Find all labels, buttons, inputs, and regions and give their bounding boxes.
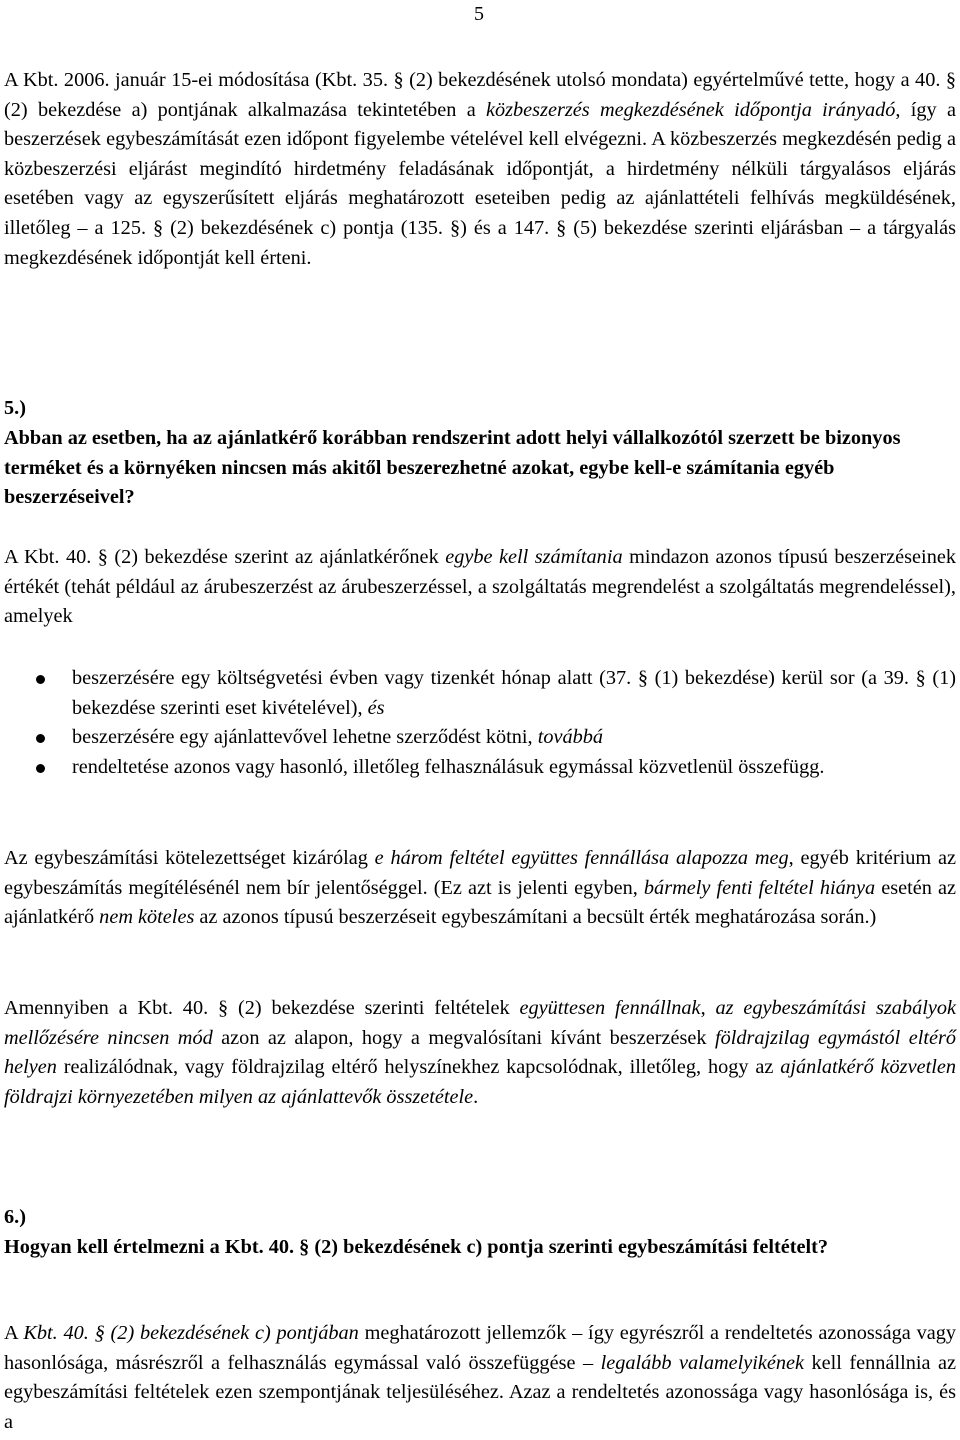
paragraph-text: Az egybeszámítási kötelezettséget kizárólag [4,847,375,869]
answer-5-text: A Kbt. 40. § (2) bekezdése szerint az ajánlatkérőnek [4,546,446,568]
bullet-icon [36,764,45,773]
paragraph-text: A [4,1322,24,1344]
list-item-italic: továbbá [537,726,604,749]
intro-text-rest: , így a beszerzések egybeszámítását ezen időpont figyelembe vételével kell elvégezni. A közbeszerzés megkezdésén pedig a közbeszerzési eljárást megindító hirdetmény feladásának időpontját, a hirdetmény nélküli tárgyalásos eljárás esetében vagy az egyszerűsített eljárás meghatározott eseteiben pedig az ajánlattételi felhívás megküldésének, illetőleg – a 125. § (2) bekezdésének c) pontja (135. §) és a 147. § (5) bekezdése szerinti eljárásban – a tárgyalás megkezdésének időpontját kell érteni. [4,98,956,269]
paragraph-text: , egyéb kritérium az egybeszámítás megítélésénél nem bír jelentőséggel. (Ez azt is jelenti egyben, [4,847,956,899]
list-item-text: beszerzésére egy költségvetési évben vagy tizenkét hónap alatt (37. § (1) bekezdése) kerül sor (a 39. § (1) bekezdése szerinti eset kivételével), [72,667,956,719]
question-5-heading: Abban az esetben, ha az ajánlatkérő korábban rendszerint adott helyi vállalkozótól szerzett be bizonyos terméket és a környéken nincsen más akitől beszerezhetné azokat, egybe kell-e számítania egyéb beszerzéseivel? [4,427,901,509]
paragraph-text: esetén az ajánlatkérő [4,876,956,929]
paragraph-italic: ajánlatkérő közvetlen földrajzi környezetében milyen az ajánlattevők összetétele [4,1056,956,1108]
paragraph-italic: együttesen fennállnak [519,997,701,1019]
paragraph-text: . [473,1085,479,1108]
list-item-text: beszerzésére egy ajánlattevővel lehetne szerződést kötni, [72,726,538,749]
paragraph-italic: legalább valamelyikének [600,1351,805,1374]
list-item [4,753,956,783]
paragraph-italic: az egybeszámítási szabályok mellőzésére nincsen mód [4,997,956,1049]
paragraph-text: kell fennállnia az egybeszámítási feltételek ezen szempontjának teljesüléséhez. Azaz a rendeltetés azonossága vagy hasonlósága is, és a [4,1351,956,1433]
list-item-text: rendeltetése azonos vagy hasonló, illetőleg felhasználásuk egymással közvetlenül összefügg. [72,755,825,778]
intro-paragraph [4,66,956,273]
answer-5-italic: egybe kell számítania [445,546,623,568]
paragraph-text: Amennyiben a Kbt. 40. § (2) bekezdése szerinti feltételek [4,997,520,1019]
question-5-number: 5.) [4,397,26,419]
paragraph-text: azon az alapon, hogy a megvalósítani kívánt beszerzések [212,1026,715,1049]
answer-5-paragraph [4,543,956,632]
question-6-heading: Hogyan kell értelmezni a Kbt. 40. § (2) bekezdésének c) pontja szerinti egybeszámítási feltételt? [4,1236,829,1258]
question-6-number: 6.) [4,1206,26,1228]
paragraph-italic: földrajzilag egymástól eltérő helyen [4,1026,957,1079]
paragraph-text: realizálódnak, vagy földrajzilag eltérő helyszínekhez kapcsolódnak, illetőleg, hogy az [56,1056,781,1079]
intro-text: A Kbt. 2006. január 15-ei módosítása (Kbt. 35. § (2) bekezdésének utolsó mondata) egyértelművé tette, hogy a 40. § (2) bekezdése a) pontjának alkalmazása tekintetében a [4,69,956,121]
list-item [4,723,956,753]
page-number: 5 [474,3,484,25]
answer-5-text-rest: mindazon azonos típusú beszerzéseinek értékét (tehát például az árubeszerzést az árubeszerzéssel, a szolgáltatás megrendelést a szolgáltatás megrendeléssel), amelyek [4,546,956,628]
bullet-icon [36,734,45,743]
paragraph-italic: bármely fenti feltétel hiánya [643,876,876,899]
conditions-paragraph [4,994,956,1112]
list-item-italic: és [367,696,385,719]
answer-6-paragraph [4,1319,956,1437]
bullet-icon [36,675,45,684]
condition-list [4,664,956,782]
paragraph-italic: nem köteles [99,906,195,929]
paragraph-text: meghatározott jellemzők – így egyrészről a rendeltetés azonossága vagy hasonlósága, másrészről a felhasználás egymással való összefüggése – [4,1322,956,1374]
obligation-paragraph [4,844,956,933]
paragraph-text: , [700,997,716,1019]
list-item [4,664,956,723]
paragraph-italic: Kbt. 40. § (2) bekezdésének c) pontjában [23,1322,359,1344]
intro-italic: közbeszerzés megkezdésének időpontja irányadó [486,98,896,121]
paragraph-text: az azonos típusú beszerzéseit egybeszámítani a becsült érték meghatározása során.) [194,906,877,929]
paragraph-italic: e három feltétel együttes fennállása alapozza meg [374,847,789,869]
